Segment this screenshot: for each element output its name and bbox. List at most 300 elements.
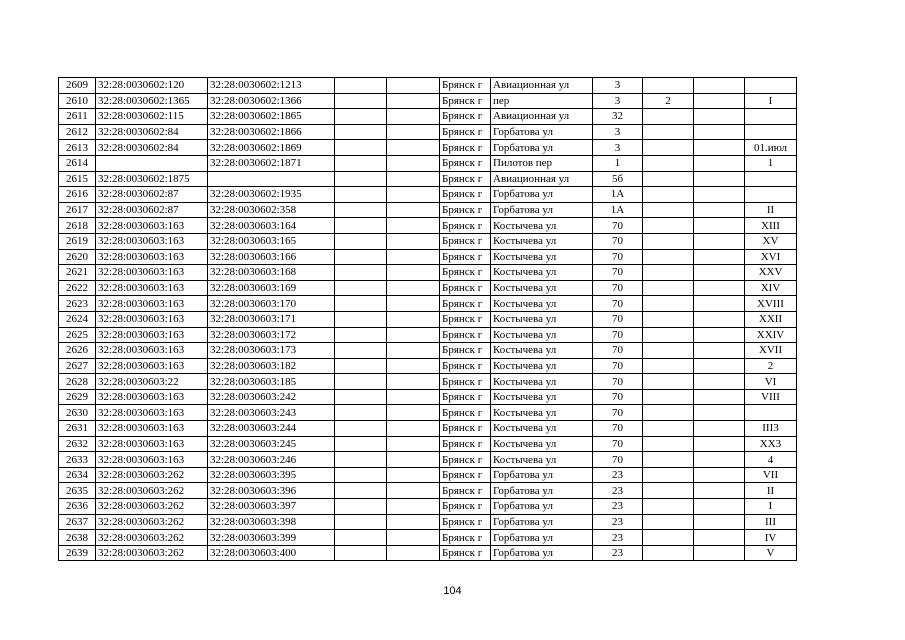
empty-cell xyxy=(335,93,387,109)
empty-cell xyxy=(335,140,387,156)
street-cell: Костычева ул xyxy=(491,311,593,327)
house-number-cell: 23 xyxy=(593,467,643,483)
empty-cell xyxy=(694,358,745,374)
city-cell: Брянск г xyxy=(440,124,491,140)
empty-cell xyxy=(387,140,440,156)
empty-cell xyxy=(335,171,387,187)
street-cell: Костычева ул xyxy=(491,296,593,312)
object-cadastral-number-cell: 32:28:0030603:397 xyxy=(208,499,335,515)
land-cadastral-number-cell: 32:28:0030602:87 xyxy=(96,187,208,203)
city-cell: Брянск г xyxy=(440,155,491,171)
land-cadastral-number-cell: 32:28:0030603:163 xyxy=(96,280,208,296)
city-cell: Брянск г xyxy=(440,436,491,452)
room-number-cell: II xyxy=(745,483,797,499)
empty-cell xyxy=(335,405,387,421)
table-row xyxy=(59,483,797,499)
object-cadastral-number-cell: 32:28:0030603:243 xyxy=(208,405,335,421)
apartment-cell xyxy=(643,140,694,156)
empty-cell xyxy=(335,452,387,468)
street-cell: Костычева ул xyxy=(491,374,593,390)
city-cell: Брянск г xyxy=(440,452,491,468)
street-cell: Костычева ул xyxy=(491,233,593,249)
empty-cell xyxy=(335,374,387,390)
land-cadastral-number-cell xyxy=(96,155,208,171)
empty-cell xyxy=(694,467,745,483)
empty-cell xyxy=(694,109,745,125)
empty-cell xyxy=(694,483,745,499)
city-cell: Брянск г xyxy=(440,405,491,421)
row-number-cell: 2636 xyxy=(59,499,96,515)
house-number-cell: 23 xyxy=(593,499,643,515)
empty-cell xyxy=(335,327,387,343)
apartment-cell xyxy=(643,483,694,499)
land-cadastral-number-cell: 32:28:0030603:163 xyxy=(96,452,208,468)
apartment-cell xyxy=(643,233,694,249)
row-number-cell: 2638 xyxy=(59,530,96,546)
room-number-cell: XVI xyxy=(745,249,797,265)
table-row xyxy=(59,249,797,265)
land-cadastral-number-cell: 32:28:0030603:163 xyxy=(96,218,208,234)
room-number-cell: XXV xyxy=(745,265,797,281)
row-number-cell: 2628 xyxy=(59,374,96,390)
city-cell: Брянск г xyxy=(440,467,491,483)
empty-cell xyxy=(335,233,387,249)
table-row xyxy=(59,124,797,140)
empty-cell xyxy=(387,405,440,421)
table-row xyxy=(59,155,797,171)
row-number-cell: 2618 xyxy=(59,218,96,234)
room-number-cell xyxy=(745,78,797,94)
apartment-cell xyxy=(643,436,694,452)
row-number-cell: 2622 xyxy=(59,280,96,296)
room-number-cell: VIII xyxy=(745,389,797,405)
empty-cell xyxy=(335,187,387,203)
object-cadastral-number-cell: 32:28:0030603:244 xyxy=(208,421,335,437)
house-number-cell: 70 xyxy=(593,327,643,343)
apartment-cell xyxy=(643,280,694,296)
row-number-cell: 2609 xyxy=(59,78,96,94)
table-row xyxy=(59,218,797,234)
row-number-cell: 2614 xyxy=(59,155,96,171)
land-cadastral-number-cell: 32:28:0030603:163 xyxy=(96,436,208,452)
object-cadastral-number-cell: 32:28:0030603:164 xyxy=(208,218,335,234)
table-row xyxy=(59,140,797,156)
land-cadastral-number-cell: 32:28:0030603:163 xyxy=(96,233,208,249)
land-cadastral-number-cell: 32:28:0030603:262 xyxy=(96,545,208,561)
table-row xyxy=(59,78,797,94)
row-number-cell: 2631 xyxy=(59,421,96,437)
city-cell: Брянск г xyxy=(440,514,491,530)
empty-cell xyxy=(387,78,440,94)
empty-cell xyxy=(387,265,440,281)
street-cell: Костычева ул xyxy=(491,218,593,234)
apartment-cell xyxy=(643,389,694,405)
empty-cell xyxy=(694,530,745,546)
empty-cell xyxy=(335,389,387,405)
land-cadastral-number-cell: 32:28:0030602:115 xyxy=(96,109,208,125)
table-row xyxy=(59,233,797,249)
street-cell: Костычева ул xyxy=(491,405,593,421)
land-cadastral-number-cell: 32:28:0030603:163 xyxy=(96,311,208,327)
city-cell: Брянск г xyxy=(440,280,491,296)
apartment-cell xyxy=(643,311,694,327)
city-cell: Брянск г xyxy=(440,202,491,218)
empty-cell xyxy=(387,233,440,249)
house-number-cell: 23 xyxy=(593,483,643,499)
street-cell: Горбатова ул xyxy=(491,499,593,515)
empty-cell xyxy=(694,202,745,218)
room-number-cell xyxy=(745,124,797,140)
table-row xyxy=(59,109,797,125)
house-number-cell: 70 xyxy=(593,311,643,327)
city-cell: Брянск г xyxy=(440,483,491,499)
row-number-cell: 2624 xyxy=(59,311,96,327)
row-number-cell: 2621 xyxy=(59,265,96,281)
street-cell: Авиационная ул xyxy=(491,78,593,94)
empty-cell xyxy=(335,109,387,125)
house-number-cell: 70 xyxy=(593,389,643,405)
apartment-cell: 2 xyxy=(643,93,694,109)
street-cell: Костычева ул xyxy=(491,421,593,437)
city-cell: Брянск г xyxy=(440,545,491,561)
apartment-cell xyxy=(643,171,694,187)
empty-cell xyxy=(335,155,387,171)
table-row xyxy=(59,171,797,187)
empty-cell xyxy=(387,155,440,171)
apartment-cell xyxy=(643,499,694,515)
apartment-cell xyxy=(643,358,694,374)
house-number-cell: 3 xyxy=(593,140,643,156)
table-row xyxy=(59,187,797,203)
apartment-cell xyxy=(643,78,694,94)
object-cadastral-number-cell: 32:28:0030602:1871 xyxy=(208,155,335,171)
street-cell: Горбатова ул xyxy=(491,124,593,140)
empty-cell xyxy=(387,327,440,343)
apartment-cell xyxy=(643,545,694,561)
object-cadastral-number-cell: 32:28:0030603:398 xyxy=(208,514,335,530)
empty-cell xyxy=(335,421,387,437)
land-cadastral-number-cell: 32:28:0030603:163 xyxy=(96,358,208,374)
empty-cell xyxy=(694,249,745,265)
table-row xyxy=(59,296,797,312)
room-number-cell: XXIV xyxy=(745,327,797,343)
table-row xyxy=(59,93,797,109)
object-cadastral-number-cell: 32:28:0030603:185 xyxy=(208,374,335,390)
room-number-cell: XVIII xyxy=(745,296,797,312)
room-number-cell: 2 xyxy=(745,358,797,374)
city-cell: Брянск г xyxy=(440,233,491,249)
city-cell: Брянск г xyxy=(440,109,491,125)
object-cadastral-number-cell: 32:28:0030603:396 xyxy=(208,483,335,499)
apartment-cell xyxy=(643,467,694,483)
land-cadastral-number-cell: 32:28:0030602:87 xyxy=(96,202,208,218)
empty-cell xyxy=(335,218,387,234)
table-row xyxy=(59,374,797,390)
empty-cell xyxy=(694,124,745,140)
room-number-cell: XIV xyxy=(745,280,797,296)
street-cell: Горбатова ул xyxy=(491,530,593,546)
street-cell: Костычева ул xyxy=(491,436,593,452)
land-cadastral-number-cell: 32:28:0030603:163 xyxy=(96,296,208,312)
row-number-cell: 2637 xyxy=(59,514,96,530)
room-number-cell: XIII xyxy=(745,218,797,234)
apartment-cell xyxy=(643,514,694,530)
apartment-cell xyxy=(643,327,694,343)
empty-cell xyxy=(694,155,745,171)
city-cell: Брянск г xyxy=(440,78,491,94)
street-cell: Горбатова ул xyxy=(491,514,593,530)
empty-cell xyxy=(335,311,387,327)
city-cell: Брянск г xyxy=(440,499,491,515)
land-cadastral-number-cell: 32:28:0030603:262 xyxy=(96,467,208,483)
room-number-cell: II xyxy=(745,202,797,218)
room-number-cell: III xyxy=(745,514,797,530)
object-cadastral-number-cell: 32:28:0030602:1869 xyxy=(208,140,335,156)
room-number-cell xyxy=(745,171,797,187)
land-cadastral-number-cell: 32:28:0030602:84 xyxy=(96,124,208,140)
table-row xyxy=(59,514,797,530)
land-cadastral-number-cell: 32:28:0030603:163 xyxy=(96,327,208,343)
empty-cell xyxy=(694,405,745,421)
empty-cell xyxy=(387,483,440,499)
registry-table-body xyxy=(59,78,797,561)
land-cadastral-number-cell: 32:28:0030602:1875 xyxy=(96,171,208,187)
room-number-cell: V xyxy=(745,545,797,561)
empty-cell xyxy=(387,436,440,452)
street-cell: Костычева ул xyxy=(491,452,593,468)
land-cadastral-number-cell: 32:28:0030603:163 xyxy=(96,421,208,437)
object-cadastral-number-cell xyxy=(208,171,335,187)
house-number-cell: 70 xyxy=(593,218,643,234)
house-number-cell: 3 xyxy=(593,93,643,109)
street-cell: Авиационная ул xyxy=(491,171,593,187)
house-number-cell: 3 xyxy=(593,124,643,140)
land-cadastral-number-cell: 32:28:0030603:163 xyxy=(96,249,208,265)
row-number-cell: 2611 xyxy=(59,109,96,125)
page-number: 104 xyxy=(443,585,462,597)
house-number-cell: 23 xyxy=(593,530,643,546)
row-number-cell: 2619 xyxy=(59,233,96,249)
land-cadastral-number-cell: 32:28:0030603:262 xyxy=(96,483,208,499)
city-cell: Брянск г xyxy=(440,358,491,374)
empty-cell xyxy=(387,514,440,530)
apartment-cell xyxy=(643,374,694,390)
table-row xyxy=(59,405,797,421)
house-number-cell: 70 xyxy=(593,249,643,265)
table-row xyxy=(59,327,797,343)
house-number-cell: 32 xyxy=(593,109,643,125)
room-number-cell xyxy=(745,405,797,421)
apartment-cell xyxy=(643,202,694,218)
object-cadastral-number-cell: 32:28:0030603:168 xyxy=(208,265,335,281)
land-cadastral-number-cell: 32:28:0030603:22 xyxy=(96,374,208,390)
object-cadastral-number-cell: 32:28:0030603:242 xyxy=(208,389,335,405)
room-number-cell xyxy=(745,187,797,203)
apartment-cell xyxy=(643,452,694,468)
empty-cell xyxy=(387,296,440,312)
land-cadastral-number-cell: 32:28:0030602:120 xyxy=(96,78,208,94)
apartment-cell xyxy=(643,343,694,359)
empty-cell xyxy=(387,171,440,187)
room-number-cell: VI xyxy=(745,374,797,390)
empty-cell xyxy=(387,530,440,546)
empty-cell xyxy=(387,109,440,125)
empty-cell xyxy=(335,202,387,218)
object-cadastral-number-cell: 32:28:0030603:245 xyxy=(208,436,335,452)
table-row xyxy=(59,452,797,468)
row-number-cell: 2634 xyxy=(59,467,96,483)
house-number-cell: 70 xyxy=(593,233,643,249)
apartment-cell xyxy=(643,421,694,437)
city-cell: Брянск г xyxy=(440,296,491,312)
empty-cell xyxy=(387,311,440,327)
empty-cell xyxy=(335,296,387,312)
house-number-cell: 70 xyxy=(593,452,643,468)
city-cell: Брянск г xyxy=(440,187,491,203)
empty-cell xyxy=(387,218,440,234)
object-cadastral-number-cell: 32:28:0030603:172 xyxy=(208,327,335,343)
city-cell: Брянск г xyxy=(440,140,491,156)
empty-cell xyxy=(335,280,387,296)
room-number-cell: XV xyxy=(745,233,797,249)
row-number-cell: 2620 xyxy=(59,249,96,265)
object-cadastral-number-cell: 32:28:0030602:1866 xyxy=(208,124,335,140)
object-cadastral-number-cell: 32:28:0030602:1935 xyxy=(208,187,335,203)
empty-cell xyxy=(694,311,745,327)
street-cell: Горбатова ул xyxy=(491,140,593,156)
object-cadastral-number-cell: 32:28:0030603:165 xyxy=(208,233,335,249)
house-number-cell: 23 xyxy=(593,514,643,530)
empty-cell xyxy=(335,436,387,452)
empty-cell xyxy=(387,249,440,265)
object-cadastral-number-cell: 32:28:0030602:1865 xyxy=(208,109,335,125)
empty-cell xyxy=(335,249,387,265)
object-cadastral-number-cell: 32:28:0030602:1213 xyxy=(208,78,335,94)
apartment-cell xyxy=(643,109,694,125)
apartment-cell xyxy=(643,530,694,546)
row-number-cell: 2610 xyxy=(59,93,96,109)
room-number-cell xyxy=(745,109,797,125)
row-number-cell: 2617 xyxy=(59,202,96,218)
house-number-cell: 23 xyxy=(593,545,643,561)
empty-cell xyxy=(335,483,387,499)
empty-cell xyxy=(335,514,387,530)
empty-cell xyxy=(694,374,745,390)
house-number-cell: 70 xyxy=(593,436,643,452)
empty-cell xyxy=(387,374,440,390)
city-cell: Брянск г xyxy=(440,374,491,390)
empty-cell xyxy=(694,265,745,281)
city-cell: Брянск г xyxy=(440,530,491,546)
empty-cell xyxy=(335,78,387,94)
city-cell: Брянск г xyxy=(440,421,491,437)
empty-cell xyxy=(387,452,440,468)
row-number-cell: 2630 xyxy=(59,405,96,421)
object-cadastral-number-cell: 32:28:0030602:358 xyxy=(208,202,335,218)
empty-cell xyxy=(335,265,387,281)
street-cell: Горбатова ул xyxy=(491,187,593,203)
table-row xyxy=(59,265,797,281)
row-number-cell: 2633 xyxy=(59,452,96,468)
street-cell: Горбатова ул xyxy=(491,202,593,218)
empty-cell xyxy=(335,467,387,483)
house-number-cell: 3 xyxy=(593,78,643,94)
empty-cell xyxy=(387,358,440,374)
empty-cell xyxy=(694,171,745,187)
empty-cell xyxy=(387,389,440,405)
table-row xyxy=(59,436,797,452)
empty-cell xyxy=(694,327,745,343)
object-cadastral-number-cell: 32:28:0030603:169 xyxy=(208,280,335,296)
street-cell: Костычева ул xyxy=(491,358,593,374)
table-row xyxy=(59,202,797,218)
object-cadastral-number-cell: 32:28:0030603:400 xyxy=(208,545,335,561)
empty-cell xyxy=(387,280,440,296)
object-cadastral-number-cell: 32:28:0030603:171 xyxy=(208,311,335,327)
city-cell: Брянск г xyxy=(440,218,491,234)
land-cadastral-number-cell: 32:28:0030603:262 xyxy=(96,530,208,546)
empty-cell xyxy=(387,421,440,437)
empty-cell xyxy=(694,499,745,515)
object-cadastral-number-cell: 32:28:0030603:182 xyxy=(208,358,335,374)
room-number-cell: XXII xyxy=(745,311,797,327)
empty-cell xyxy=(387,187,440,203)
land-cadastral-number-cell: 32:28:0030603:163 xyxy=(96,389,208,405)
house-number-cell: 70 xyxy=(593,358,643,374)
empty-cell xyxy=(335,530,387,546)
empty-cell xyxy=(694,421,745,437)
empty-cell xyxy=(387,343,440,359)
street-cell: Костычева ул xyxy=(491,265,593,281)
room-number-cell: XX3 xyxy=(745,436,797,452)
land-cadastral-number-cell: 32:28:0030602:84 xyxy=(96,140,208,156)
table-row xyxy=(59,280,797,296)
row-number-cell: 2635 xyxy=(59,483,96,499)
house-number-cell: 70 xyxy=(593,296,643,312)
room-number-cell: III3 xyxy=(745,421,797,437)
apartment-cell xyxy=(643,124,694,140)
empty-cell xyxy=(694,140,745,156)
empty-cell xyxy=(694,452,745,468)
empty-cell xyxy=(387,93,440,109)
street-cell: Горбатова ул xyxy=(491,467,593,483)
table-row xyxy=(59,499,797,515)
apartment-cell xyxy=(643,296,694,312)
land-cadastral-number-cell: 32:28:0030603:163 xyxy=(96,343,208,359)
object-cadastral-number-cell: 32:28:0030602:1366 xyxy=(208,93,335,109)
row-number-cell: 2623 xyxy=(59,296,96,312)
street-cell: Костычева ул xyxy=(491,280,593,296)
land-cadastral-number-cell: 32:28:0030603:262 xyxy=(96,499,208,515)
table-row xyxy=(59,343,797,359)
house-number-cell: 70 xyxy=(593,374,643,390)
street-cell: Пилотов пер xyxy=(491,155,593,171)
street-cell: Горбатова ул xyxy=(491,483,593,499)
empty-cell xyxy=(694,545,745,561)
row-number-cell: 2613 xyxy=(59,140,96,156)
row-number-cell: 2625 xyxy=(59,327,96,343)
land-cadastral-number-cell: 32:28:0030603:163 xyxy=(96,265,208,281)
empty-cell xyxy=(335,545,387,561)
empty-cell xyxy=(335,358,387,374)
empty-cell xyxy=(694,514,745,530)
house-number-cell: 5б xyxy=(593,171,643,187)
land-cadastral-number-cell: 32:28:0030603:262 xyxy=(96,514,208,530)
house-number-cell: 1А xyxy=(593,187,643,203)
house-number-cell: 70 xyxy=(593,343,643,359)
object-cadastral-number-cell: 32:28:0030603:173 xyxy=(208,343,335,359)
empty-cell xyxy=(694,233,745,249)
